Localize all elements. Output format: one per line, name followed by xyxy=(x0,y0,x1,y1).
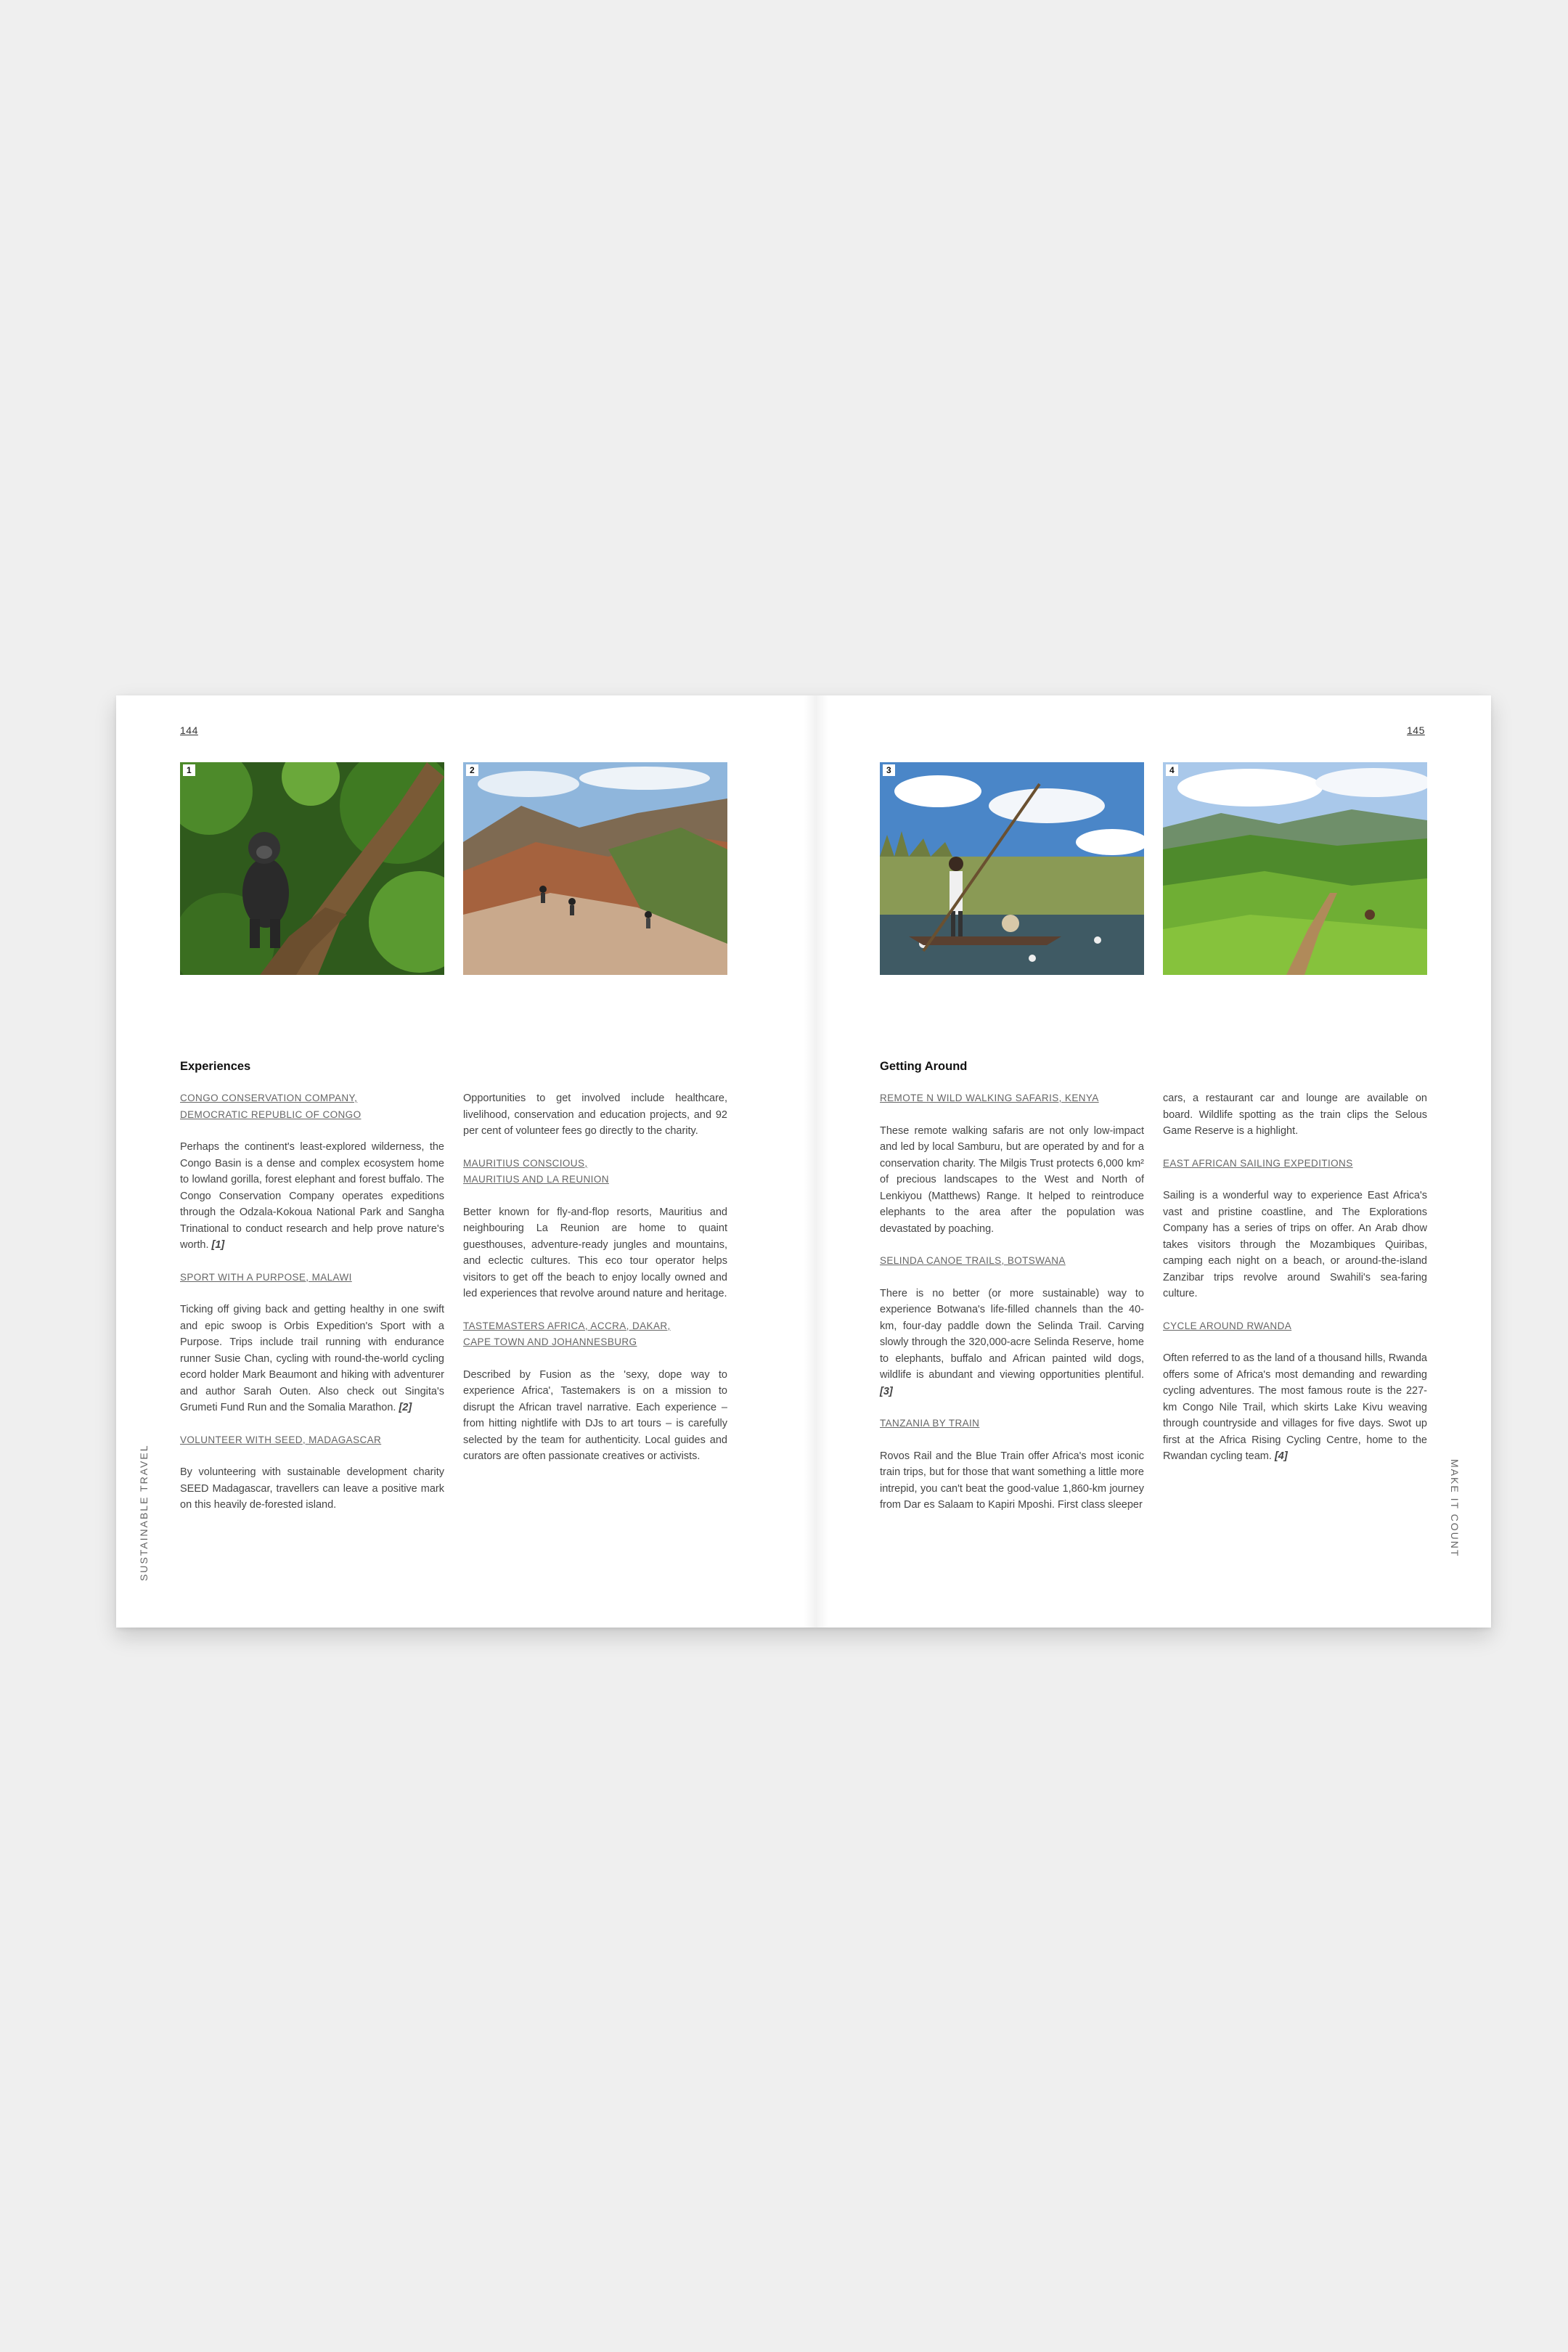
subhead-congo xyxy=(180,1090,444,1123)
side-label-left: SUSTAINABLE TRAVEL xyxy=(138,1444,150,1581)
subhead-line: CONGO CONSERVATION COMPANY, xyxy=(180,1093,358,1103)
image-reference: [2] xyxy=(399,1402,412,1413)
subhead-rwanda: CYCLE AROUND RWANDA xyxy=(1163,1320,1292,1331)
subhead-sailing: EAST AFRICAN SAILING EXPEDITIONS xyxy=(1163,1157,1353,1169)
page-number-right: 145 xyxy=(1407,724,1425,736)
green-hills-image xyxy=(1163,762,1427,975)
paragraph-text: Often referred to as the land of a thousand hills, Rwanda offers some of Africa's most demanding and rewarding cycling adventures. The most famous route is the 227-km Congo Nile Trail, which skirts Lake Kivu weaving through countryside and villages for five days. Swot up first at the Africa Rising Cycling Centre, home to the Rwandan cycling team. xyxy=(1163,1352,1427,1462)
subhead-tanzania: TANZANIA BY TRAIN xyxy=(880,1418,980,1429)
paragraph-sport xyxy=(180,1302,444,1416)
photo-number-2: 2 xyxy=(466,764,478,776)
subhead-tastemasters xyxy=(463,1318,727,1351)
canoe-image xyxy=(880,762,1144,975)
subhead-line: DEMOCRATIC REPUBLIC OF CONGO xyxy=(180,1108,362,1120)
subhead-line: TASTEMASTERS AFRICA, ACCRA, DAKAR, xyxy=(463,1320,671,1331)
photo-number-1: 1 xyxy=(183,764,195,776)
paragraph-mauritius: Better known for fly-and-flop resorts, Mauritius and neighbouring La Reunion are home to quaint guesthouses, adventure-ready jungles and mountains, and eclectic cultures. This eco tour operator helps visitors to get off the beach to enjoy locally owned and led experiences that revolve around nature and heritage. xyxy=(463,1206,727,1299)
left-column-2 xyxy=(463,1090,727,1481)
paragraph-seed-continued: Opportunities to get involved include healthcare, livelihood, conservation and education projects, and 92 per cent of volunteer fees go directly to the charity. xyxy=(463,1093,727,1137)
paragraph-congo xyxy=(180,1139,444,1254)
image-reference: [4] xyxy=(1274,1450,1288,1462)
side-label-right: MAKE IT COUNT xyxy=(1449,1459,1461,1558)
section-title-experiences: Experiences xyxy=(180,1060,251,1073)
right-column-1 xyxy=(880,1058,1144,1530)
subhead-kenya: REMOTE N WILD WALKING SAFARIS, KENYA xyxy=(880,1093,1099,1103)
photo-canoe xyxy=(880,762,1144,975)
paragraph-seed: By volunteering with sustainable development charity SEED Madagascar, travellers can leave a positive mark on this heavily de-forested island. xyxy=(180,1466,444,1511)
paragraph-text: Ticking off giving back and getting healthy in one swift and epic swoop is Orbis Expedition's Sport with a Purpose. Trips include trail running with endurance runner Susie Chan, cycling with round-the-world cycling ecord holder Mark Beaumont and hiking with adventurer and author Sarah Outen. Also check out Singita's Grumeti Fund Run and the Somalia Marathon. xyxy=(180,1304,444,1413)
book-spread xyxy=(116,695,1491,1628)
paragraph-rwanda xyxy=(1163,1350,1427,1465)
subhead-seed: VOLUNTEER WITH SEED, MADAGASCAR xyxy=(180,1434,382,1445)
image-reference: [1] xyxy=(211,1239,225,1251)
photo-hills xyxy=(1163,762,1427,975)
subhead-line: MAURITIUS AND LA REUNION xyxy=(463,1174,609,1185)
subhead-sport: SPORT WITH A PURPOSE, MALAWI xyxy=(180,1271,352,1283)
image-reference: [3] xyxy=(880,1385,893,1397)
paragraph-botswana xyxy=(880,1286,1144,1400)
subhead-mauritius xyxy=(463,1156,727,1188)
paragraph-tanzania-continued: cars, a restaurant car and lounge are available on board. Wildlife spotting as the train clips the Selous Game Reserve is a highlight. xyxy=(1163,1093,1427,1137)
photo-number-4: 4 xyxy=(1166,764,1178,776)
section-title-getting-around: Getting Around xyxy=(880,1060,968,1073)
paragraph-sailing: Sailing is a wonderful way to experience East Africa's vast and pristine coastline, and The Explorations Company has a series of trips on offer. An Arab dhow takes visitors through the Mozambiques Quiribas, camping each night on a beach, or around-the-island Zanzibar trips revolve around Swahili's sea-faring culture. xyxy=(1163,1190,1427,1299)
mountain-hikers-image xyxy=(463,762,727,975)
photo-number-3: 3 xyxy=(883,764,895,776)
paragraph-kenya: These remote walking safaris are not only low-impact and led by local Samburu, but are operated by and for a conservation charity. The Milgis Trust protects 6,000 km² of precious landscapes to the West and North of Lenkiyou (Matthews) Range. It helped to reintroduce elephants to the area after the population was devastated by poaching. xyxy=(880,1124,1144,1235)
photo-gorilla xyxy=(180,762,444,975)
book-gutter xyxy=(804,695,828,1628)
subhead-botswana: SELINDA CANOE TRAILS, BOTSWANA xyxy=(880,1255,1066,1266)
subhead-line: CAPE TOWN AND JOHANNESBURG xyxy=(463,1336,637,1347)
subhead-line: MAURITIUS CONSCIOUS, xyxy=(463,1157,588,1169)
paragraph-text: There is no better (or more sustainable) way to experience Botwana's life-filled channels than the 40-km, four-day paddle down the Selinda Trail. Carving slowly through the 320,000-acre Selinda Reserve, home to elephants, buffalo and African painted wild dogs, wildlife is abundant and viewing opportunities plentiful. xyxy=(880,1287,1144,1381)
photo-hikers xyxy=(463,762,727,975)
right-column-2 xyxy=(1163,1090,1427,1481)
page-number-left: 144 xyxy=(180,724,198,736)
paragraph-text: Perhaps the continent's least-explored wilderness, the Congo Basin is a dense and complex ecosystem home to lowland gorilla, forest elephant and forest buffalo. The Congo Conservation Company operates expeditions through the Odzala-Kokoua National Park and Sangha Trinational to conduct research and help prove nature's worth. xyxy=(180,1141,444,1251)
left-column-1 xyxy=(180,1058,444,1530)
gorilla-image xyxy=(180,762,444,975)
paragraph-tanzania: Rovos Rail and the Blue Train offer Africa's most iconic train trips, but for those that want something a little more intrepid, you can't beat the good-value 1,860-km journey from Dar es Salaam to Kapiri Mposhi. First class sleeper xyxy=(880,1450,1144,1511)
paragraph-tastemasters: Described by Fusion as the 'sexy, dope way to experience Africa', Tastemakers is on a mission to disrupt the African travel narrative. Each experience – from hitting nightlife with DJs to art tours – is carefully selected by the team for authenticity. Local guides and curators are often passionate creatives or activists. xyxy=(463,1368,727,1462)
